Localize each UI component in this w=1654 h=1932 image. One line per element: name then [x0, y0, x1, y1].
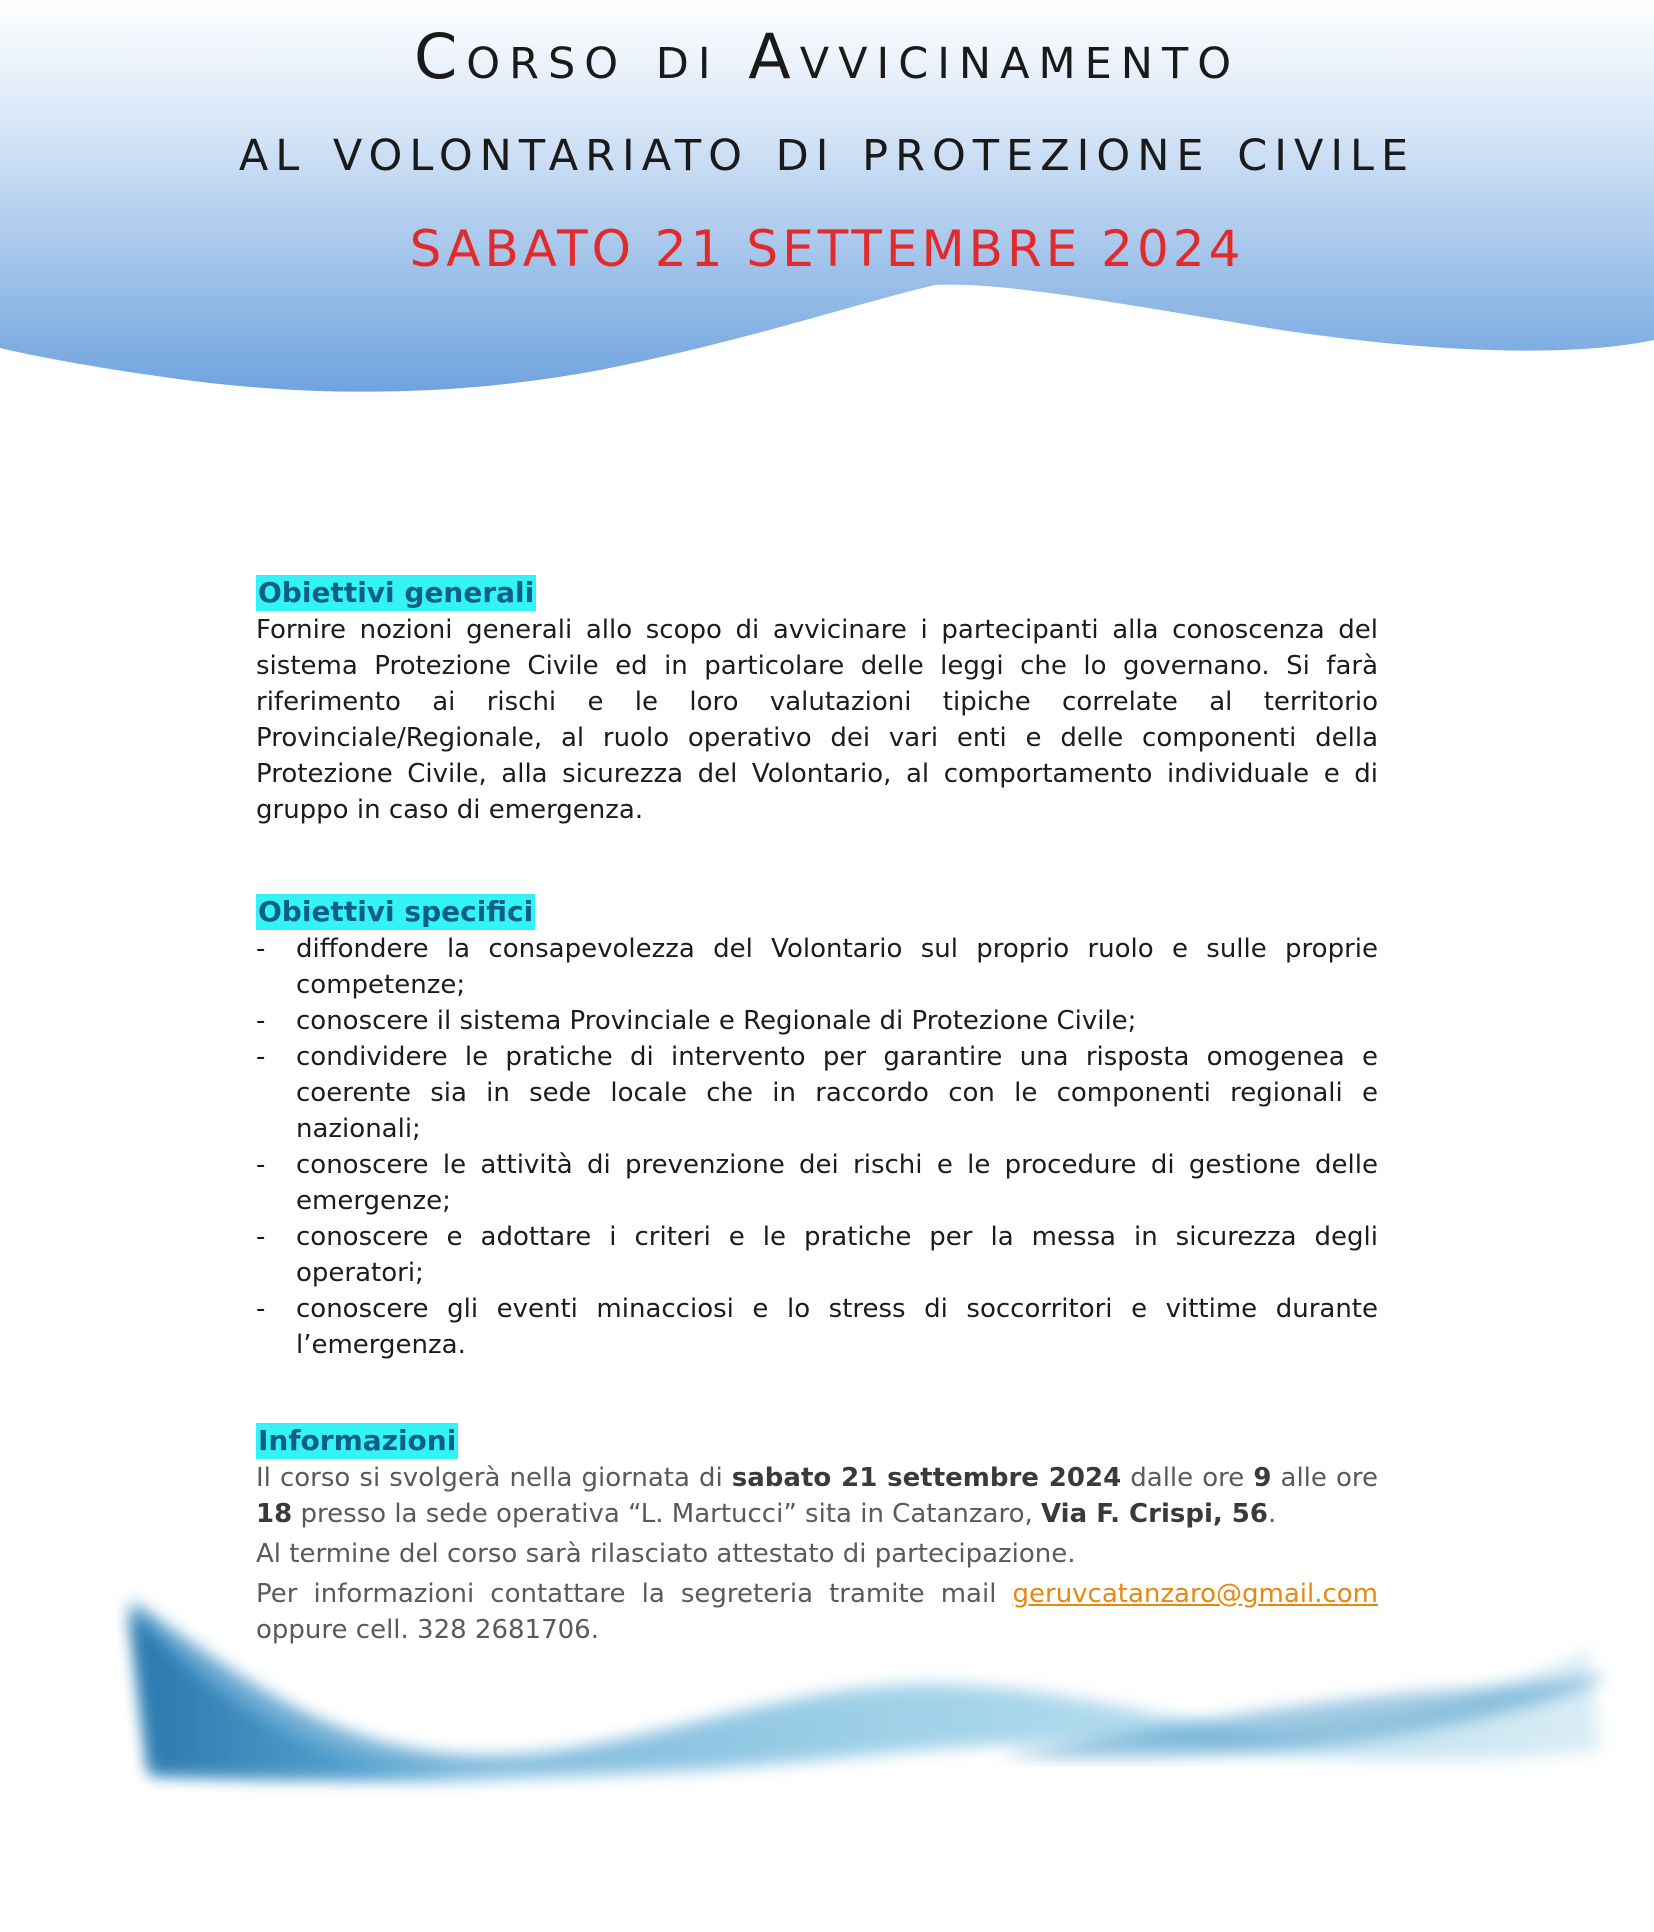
list-item: [256, 931, 1378, 1003]
info-address: Via F. Crispi, 56: [1041, 1499, 1268, 1529]
info-text: Per informazioni contattare la segreteria tramite mail: [256, 1579, 1013, 1609]
specific-objectives-list: [256, 931, 1378, 1363]
bullet-dash: -: [256, 1222, 266, 1252]
info-course-date: sabato 21 settembre 2024: [731, 1463, 1122, 1493]
footer-wave-decoration: [0, 1580, 1654, 1840]
bullet-dash: -: [256, 934, 266, 964]
list-item-text: conoscere le attività di prevenzione dei rischi e le procedure di gestione delle emergenze;: [296, 1150, 1378, 1216]
title-line-1: Corso di Avvicinamento: [413, 20, 1241, 93]
info-text: presso la sede operativa “L. Martucci” sita in Catanzaro,: [292, 1499, 1042, 1529]
list-item: [256, 1219, 1378, 1291]
bullet-dash: -: [256, 1150, 266, 1180]
general-objectives-text: Fornire nozioni generali allo scopo di avvicinare i partecipanti alla conoscenza del sistema Protezione Civile ed in particolare delle leggi che lo governano. Si farà riferimento ai rischi e le loro valutazioni tipiche correlate al territorio Provinciale/Regionale, al ruolo operativo dei vari enti e delle componenti della Protezione Civile, alla sicurezza del Volontario, al comportamento individuale e di gruppo in caso di emergenza.: [256, 615, 1378, 825]
heading-info: Informazioni: [258, 1424, 457, 1457]
heading-specific-objectives: Obiettivi specifici: [258, 895, 534, 928]
list-item: [256, 1039, 1378, 1147]
email-link[interactable]: geruvcatanzaro@gmail.com: [1012, 1579, 1378, 1609]
bullet-dash: -: [256, 1294, 266, 1324]
heading-general-objectives: Obiettivi generali: [258, 576, 535, 609]
info-course-details: [256, 1460, 1378, 1532]
list-item-text: condividere le pratiche di intervento per garantire una risposta omogenea e coerente sia in sede locale che in raccordo con le componenti regionali e nazionali;: [296, 1042, 1378, 1144]
title-line-2: al volontariato di protezione civile: [238, 112, 1416, 185]
info-text: alle ore: [1271, 1463, 1378, 1493]
list-item-text: conoscere e adottare i criteri e le pratiche per la messa in sicurezza degli operatori;: [296, 1222, 1378, 1288]
bullet-dash: -: [256, 1042, 266, 1072]
list-item: [256, 1003, 1378, 1039]
section-general: [256, 575, 1378, 828]
list-item-text: conoscere gli eventi minacciosi e lo stress di soccorritori e vittime durante l’emergenza.: [296, 1294, 1378, 1360]
info-text: oppure cell. 328 2681706.: [256, 1615, 599, 1645]
list-item: [256, 1291, 1378, 1363]
info-text: dalle ore: [1121, 1463, 1254, 1493]
section-specific: [256, 894, 1378, 1363]
info-text: .: [1267, 1499, 1277, 1529]
list-item-text: conoscere il sistema Provinciale e Regionale di Protezione Civile;: [296, 1006, 1137, 1036]
event-date: SABATO 21 SETTEMBRE 2024: [409, 220, 1245, 278]
bullet-dash: -: [256, 1006, 266, 1036]
info-certificate: Al termine del corso sarà rilasciato attestato di partecipazione.: [256, 1539, 1076, 1569]
list-item-text: diffondere la consapevolezza del Volontario sul proprio ruolo e sulle proprie competenze;: [296, 934, 1378, 1000]
info-start-hour: 9: [1253, 1463, 1272, 1493]
document-body: [256, 575, 1378, 1648]
list-item: [256, 1147, 1378, 1219]
info-end-hour: 18: [256, 1499, 293, 1529]
info-text: Il corso si svolgerà nella giornata di: [256, 1463, 732, 1493]
